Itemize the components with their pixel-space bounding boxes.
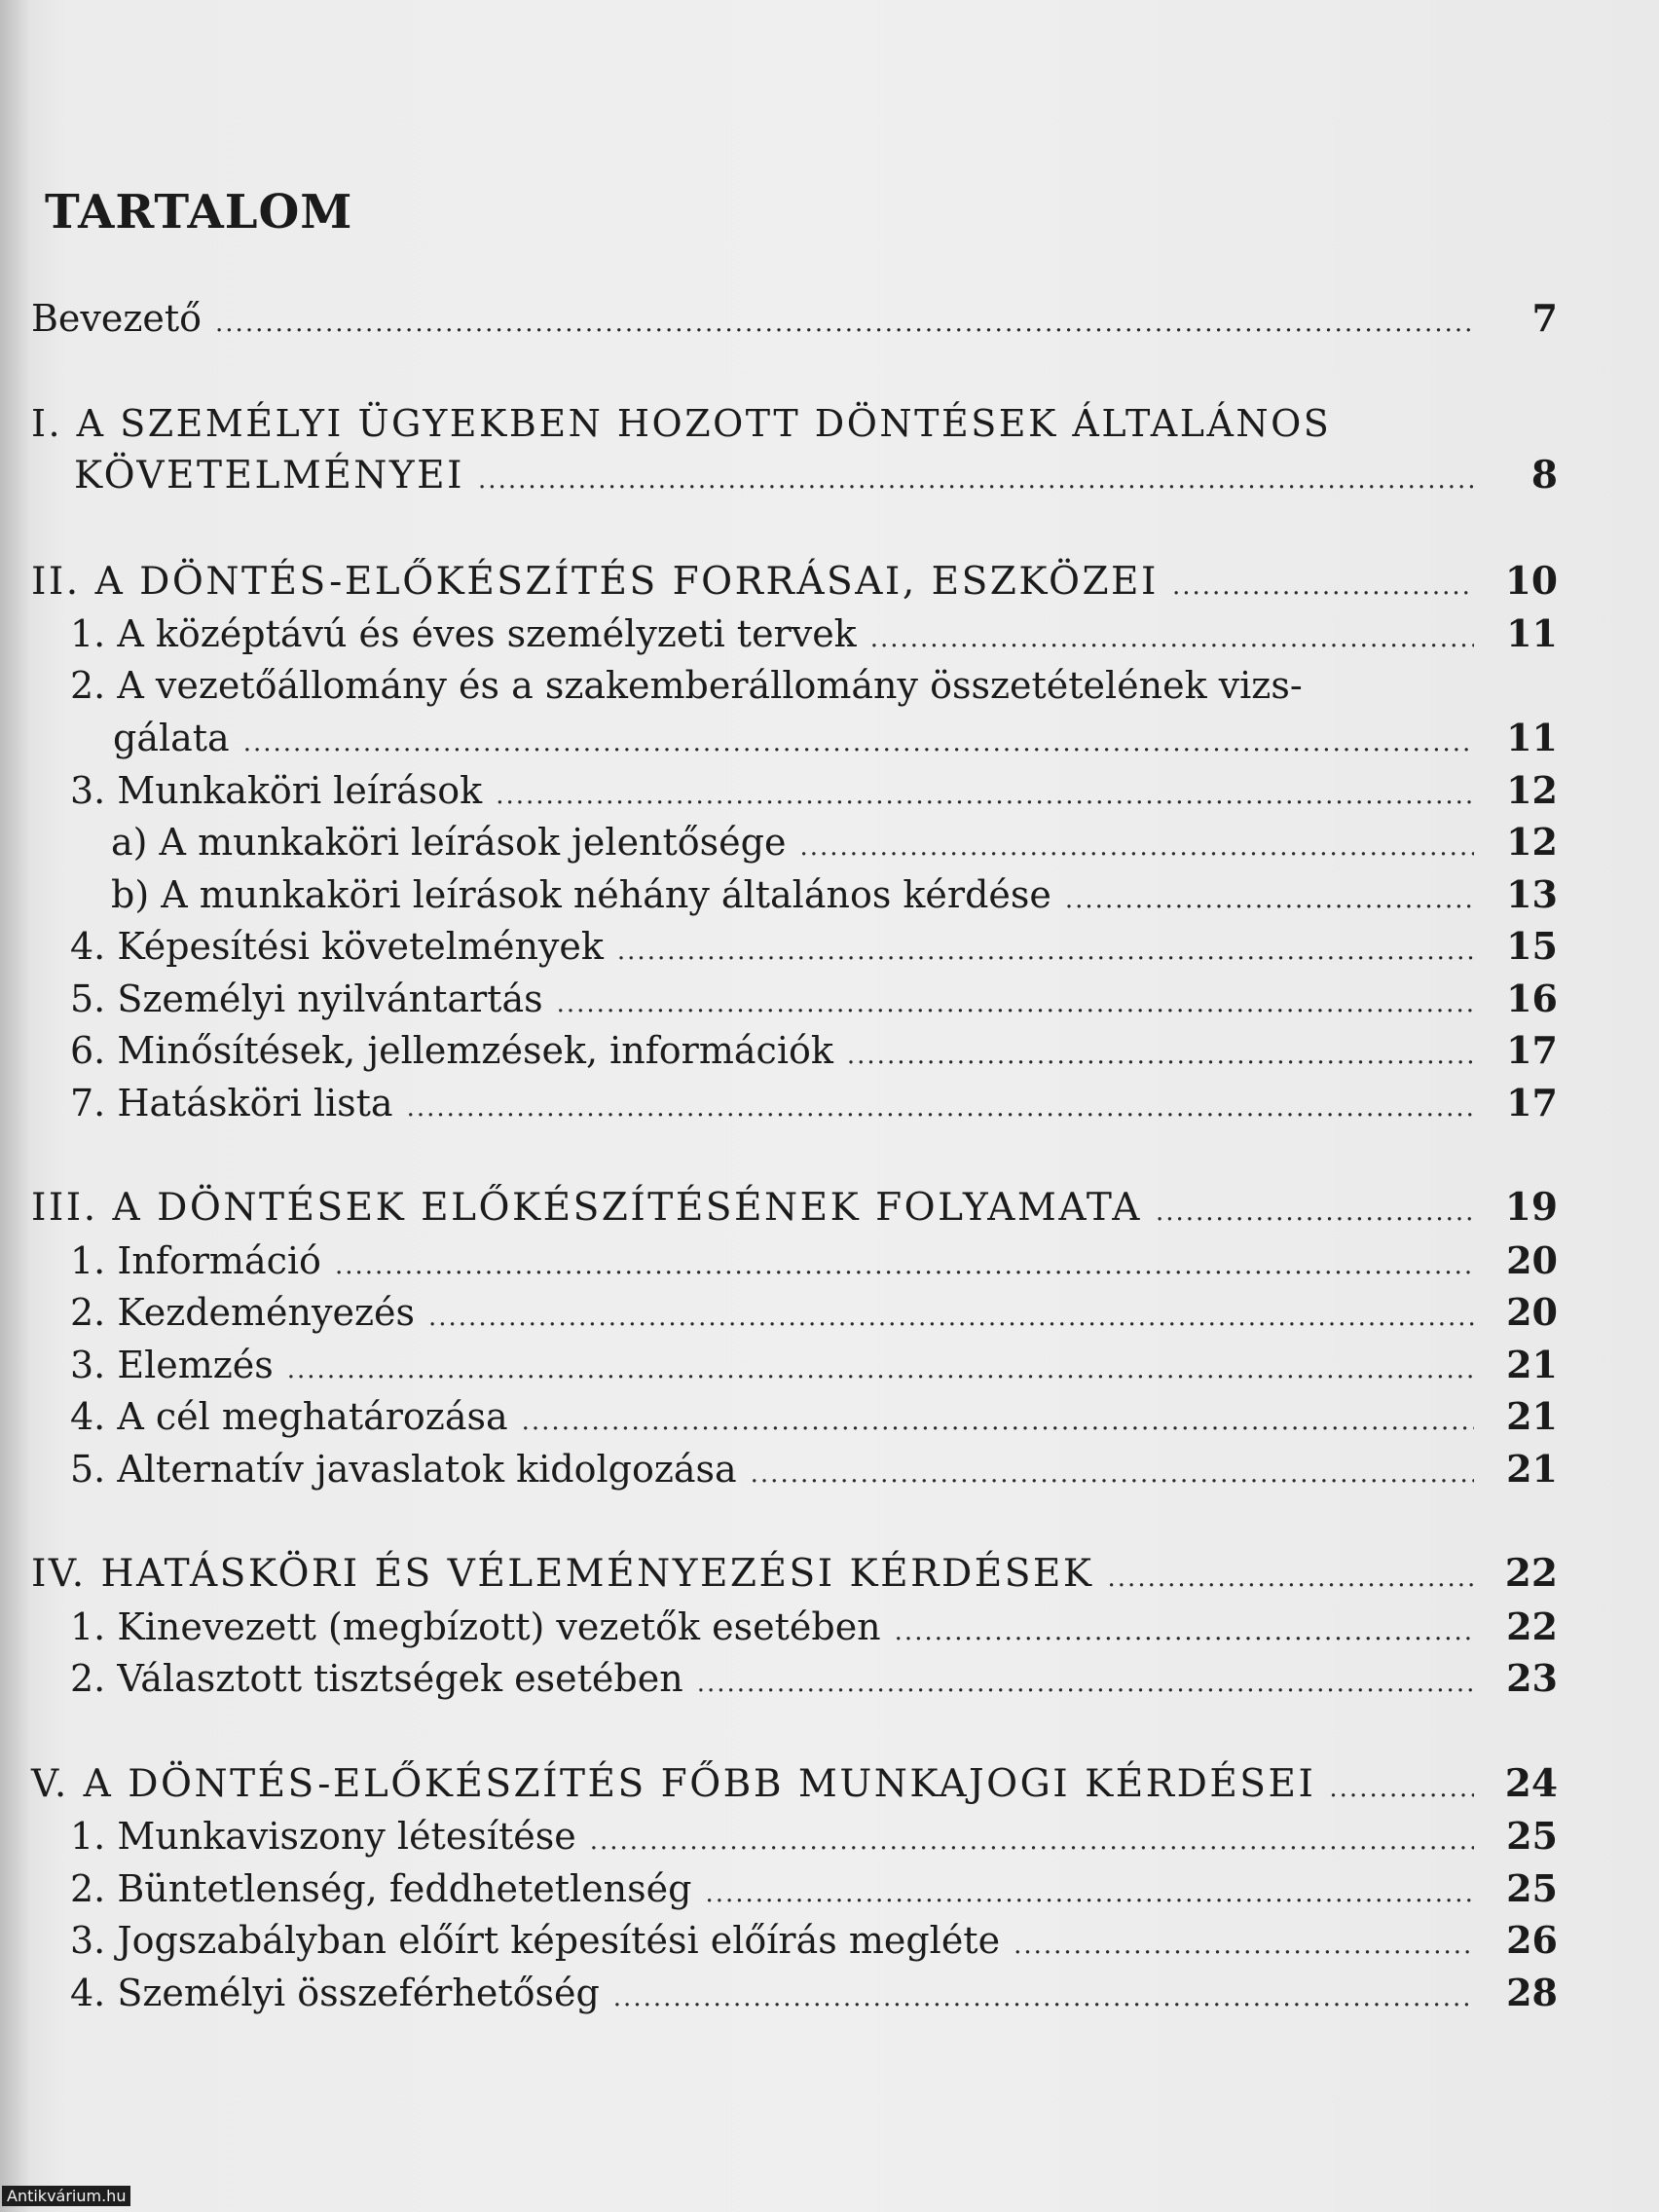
- leader-dots: [407, 1083, 1474, 1135]
- toc-entry-intro: [31, 292, 1558, 345]
- toc-label: 4. A cél meghatározása: [70, 1395, 508, 1438]
- toc-page-number: 19: [1504, 1185, 1558, 1230]
- leader-dots: [496, 770, 1474, 823]
- toc-label: 3. Munkaköri leírások: [70, 768, 483, 812]
- toc-page-number: 17: [1506, 1028, 1558, 1072]
- leader-dots: [478, 455, 1474, 507]
- toc-chapter-1: [31, 450, 1558, 502]
- toc-section-2-6: [31, 1024, 1558, 1077]
- toc-label: 2. Választott tisztségek esetében: [70, 1657, 683, 1700]
- toc-section-4-2: [31, 1652, 1558, 1705]
- toc-chapter-1-line1: [31, 398, 1558, 451]
- toc-page-number: 21: [1506, 1342, 1558, 1386]
- toc-chapter-4: [31, 1548, 1558, 1601]
- toc-label: IV. HATÁSKÖRI ÉS VÉLEMÉNYEZÉSI KÉRDÉSEK: [31, 1552, 1094, 1596]
- leader-dots: [617, 926, 1474, 978]
- leader-dots: [1065, 874, 1474, 927]
- toc-label: 2. Kezdeményezés: [70, 1291, 415, 1334]
- toc-label: 6. Minősítések, jellemzések, információk: [70, 1029, 833, 1072]
- leader-dots: [522, 1396, 1474, 1449]
- leader-dots: [287, 1345, 1474, 1397]
- toc-section-5-1: [31, 1810, 1558, 1862]
- toc-label-continued: KÖVETELMÉNYEI: [74, 454, 465, 498]
- toc-section-2-7: [31, 1077, 1558, 1129]
- leader-dots: [697, 1658, 1474, 1711]
- leader-dots: [799, 822, 1474, 874]
- leader-dots: [895, 1606, 1474, 1659]
- toc-section-5-3: [31, 1914, 1558, 1967]
- toc-page-number: 12: [1506, 767, 1558, 812]
- toc-page-number: 25: [1506, 1865, 1558, 1910]
- toc-page-number: 28: [1506, 1970, 1558, 2014]
- toc-section-3-3: [31, 1339, 1558, 1391]
- toc-section-3-5: [31, 1443, 1558, 1495]
- toc-section-2-5: [31, 973, 1558, 1025]
- leader-dots: [557, 978, 1474, 1031]
- toc-subsection-2-3-b: [31, 868, 1558, 921]
- leader-dots: [1156, 1187, 1474, 1239]
- page-title: TARTALOM: [45, 185, 353, 240]
- toc-label: 1. Munkaviszony létesítése: [70, 1815, 576, 1858]
- toc-section-4-1: [31, 1601, 1558, 1653]
- toc-label: a) A munkaköri leírások jelentősége: [111, 821, 787, 864]
- toc-page-number: 15: [1506, 924, 1558, 968]
- toc-section-2-3: [31, 764, 1558, 817]
- toc-page-number: 25: [1506, 1814, 1558, 1858]
- toc-section-5-2: [31, 1862, 1558, 1915]
- toc-label: 1. A középtávú és éves személyzeti tervek: [70, 612, 857, 655]
- toc-page-number: 20: [1506, 1290, 1558, 1334]
- toc-section-2-2-line1: [31, 660, 1558, 713]
- toc-page-number: 17: [1506, 1080, 1558, 1124]
- toc-page-number: 12: [1506, 820, 1558, 864]
- leader-dots: [1014, 1920, 1474, 1972]
- leader-dots: [613, 1972, 1474, 2025]
- toc-section-5-4: [31, 1967, 1558, 2019]
- leader-dots: [243, 718, 1474, 770]
- toc-label: 2. Büntetlenség, feddhetetlenség: [70, 1866, 692, 1910]
- leader-dots: [705, 1868, 1474, 1921]
- toc-page-number: 10: [1504, 558, 1558, 604]
- toc-section-2-1: [31, 608, 1558, 660]
- toc-page-number: 26: [1506, 1918, 1558, 1962]
- watermark: Antikvárium.hu: [2, 2186, 130, 2206]
- toc-page-number: 8: [1530, 453, 1558, 498]
- toc-page-number: 24: [1504, 1760, 1558, 1806]
- toc-page-number: 21: [1506, 1394, 1558, 1438]
- toc-label: 1. Kinevezett (megbízott) vezetők esetében: [70, 1604, 881, 1648]
- leader-dots: [1172, 561, 1474, 613]
- leader-dots: [751, 1449, 1474, 1501]
- toc-page-number: 21: [1506, 1446, 1558, 1491]
- toc-chapter-5: [31, 1758, 1558, 1811]
- toc-chapter-3: [31, 1182, 1558, 1235]
- toc-label: 5. Személyi nyilvántartás: [70, 977, 543, 1020]
- toc-section-3-1: [31, 1235, 1558, 1287]
- toc-page-number: 13: [1506, 871, 1558, 916]
- table-of-contents: [31, 292, 1558, 2018]
- toc-page-number: 22: [1506, 1604, 1558, 1648]
- leader-dots: [1329, 1763, 1474, 1816]
- toc-label: Bevezető: [31, 297, 203, 340]
- toc-label: 1. Információ: [70, 1238, 321, 1282]
- toc-section-3-4: [31, 1390, 1558, 1443]
- toc-chapter-2: [31, 556, 1558, 608]
- leader-dots: [1108, 1553, 1474, 1605]
- toc-label: 3. Elemzés: [70, 1343, 274, 1386]
- toc-section-2-4: [31, 920, 1558, 973]
- leader-dots: [590, 1816, 1474, 1868]
- toc-label: I. A SZEMÉLYI ÜGYEKBEN HOZOTT DÖNTÉSEK ÁLTALÁNOS: [31, 401, 1332, 445]
- toc-page-number: 11: [1506, 716, 1558, 759]
- toc-label: III. A DÖNTÉSEK ELŐKÉSZÍTÉSÉNEK FOLYAMATA: [31, 1186, 1142, 1230]
- toc-label: 4. Személyi összeférhetőség: [70, 1971, 600, 2014]
- toc-page-number: 23: [1506, 1656, 1558, 1700]
- book-spine-shadow: [0, 0, 29, 2212]
- leader-dots: [215, 298, 1474, 350]
- toc-label: V. A DÖNTÉS-ELŐKÉSZÍTÉS FŐBB MUNKAJOGI KÉRDÉSEI: [31, 1761, 1316, 1806]
- leader-dots: [870, 613, 1474, 666]
- toc-label: 7. Hatásköri lista: [70, 1081, 393, 1124]
- toc-label: 2. A vezetőállomány és a szakemberállomány összetételének vizs-: [70, 663, 1303, 707]
- toc-label-continued: gálata: [113, 717, 230, 759]
- toc-subsection-2-3-a: [31, 816, 1558, 868]
- toc-label: 4. Képesítési követelmények: [70, 925, 604, 968]
- toc-label: b) A munkaköri leírások néhány általános kérdése: [111, 872, 1051, 916]
- leader-dots: [335, 1240, 1474, 1293]
- leader-dots: [847, 1030, 1474, 1083]
- toc-page-number: 11: [1506, 611, 1558, 655]
- toc-page-number: 7: [1531, 296, 1558, 340]
- toc-page-number: 22: [1504, 1551, 1558, 1596]
- toc-label: 5. Alternatív javaslatok kidolgozása: [70, 1447, 737, 1491]
- toc-label: 3. Jogszabályban előírt képesítési előírás megléte: [70, 1919, 1001, 1962]
- leader-dots: [428, 1292, 1474, 1345]
- toc-page-number: 16: [1506, 976, 1558, 1020]
- toc-label: II. A DÖNTÉS-ELŐKÉSZÍTÉS FORRÁSAI, ESZKÖZEI: [31, 559, 1159, 604]
- toc-section-3-2: [31, 1286, 1558, 1339]
- toc-section-2-2: [31, 712, 1558, 764]
- toc-page-number: 20: [1506, 1237, 1558, 1282]
